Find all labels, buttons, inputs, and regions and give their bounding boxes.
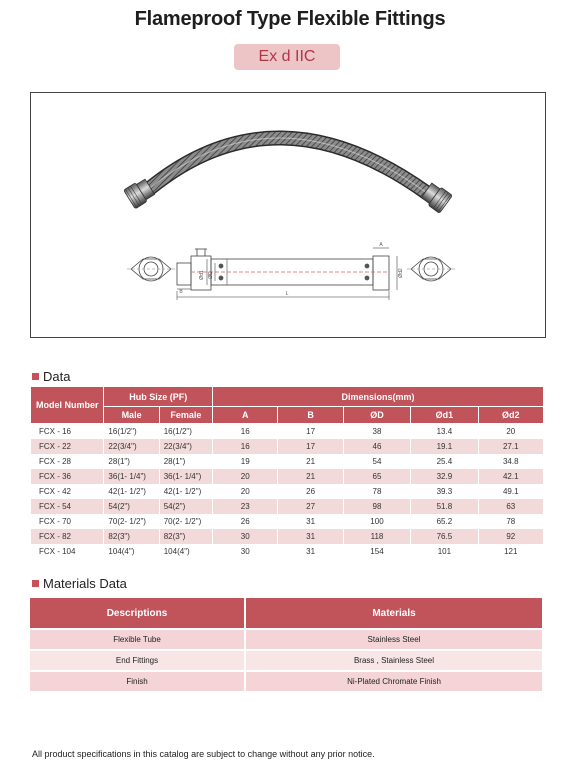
- product-figure: [30, 92, 546, 338]
- table-row: [30, 629, 543, 650]
- cell-od: 46: [343, 439, 410, 454]
- cell-od: 78: [343, 484, 410, 499]
- dim-label-a: A: [379, 242, 383, 248]
- col-descriptions: Descriptions: [30, 598, 245, 629]
- table-row: [31, 514, 544, 529]
- cell-od1: 32.9: [411, 469, 478, 484]
- col-od1: Ød1: [411, 407, 478, 424]
- bullet-square-icon: [32, 373, 39, 380]
- cell-female: 28(1"): [159, 454, 212, 469]
- col-female: Female: [159, 407, 212, 424]
- cell-b: 21: [278, 454, 343, 469]
- cell-a: 16: [213, 424, 278, 440]
- cell-female: 70(2- 1/2"): [159, 514, 212, 529]
- cell-female: 82(3"): [159, 529, 212, 544]
- cell-a: 16: [213, 439, 278, 454]
- cell-male: 42(1- 1/2"): [104, 484, 159, 499]
- cell-material: Ni-Plated Chromate Finish: [245, 671, 543, 691]
- cell-model: FCX - 104: [31, 544, 104, 559]
- hose-photo: [124, 138, 453, 213]
- cell-od2: 27.1: [478, 439, 543, 454]
- table-row: [31, 469, 544, 484]
- cell-od1: 19.1: [411, 439, 478, 454]
- cell-male: 104(4"): [104, 544, 159, 559]
- cell-male: 22(3/4"): [104, 439, 159, 454]
- cell-female: 54(2"): [159, 499, 212, 514]
- cell-male: 82(3"): [104, 529, 159, 544]
- data-section-heading: [32, 369, 70, 384]
- table-row: [31, 484, 544, 499]
- cell-female: 22(3/4"): [159, 439, 212, 454]
- dimension-drawing: [127, 248, 455, 300]
- cell-a: 23: [213, 499, 278, 514]
- cell-description: Flexible Tube: [30, 629, 245, 650]
- cell-female: 36(1- 1/4"): [159, 469, 212, 484]
- cell-description: End Fittings: [30, 650, 245, 671]
- cell-male: 28(1"): [104, 454, 159, 469]
- cell-od2: 92: [478, 529, 543, 544]
- cell-od: 38: [343, 424, 410, 440]
- col-od: ØD: [343, 407, 410, 424]
- table-row: [30, 671, 543, 691]
- col-a: A: [213, 407, 278, 424]
- cell-a: 30: [213, 529, 278, 544]
- protection-class-badge: Ex d IIC: [234, 44, 340, 70]
- materials-section-heading: [32, 576, 127, 591]
- cell-a: 20: [213, 469, 278, 484]
- cell-b: 17: [278, 439, 343, 454]
- cell-model: FCX - 22: [31, 439, 104, 454]
- cell-od: 54: [343, 454, 410, 469]
- cell-od1: 101: [411, 544, 478, 559]
- col-dimensions: Dimensions(mm): [213, 387, 544, 407]
- cell-od: 100: [343, 514, 410, 529]
- cell-model: FCX - 82: [31, 529, 104, 544]
- cell-b: 27: [278, 499, 343, 514]
- cell-od2: 121: [478, 544, 543, 559]
- cell-male: 16(1/2"): [104, 424, 159, 440]
- cell-male: 54(2"): [104, 499, 159, 514]
- cell-male: 36(1- 1/4"): [104, 469, 159, 484]
- cell-model: FCX - 54: [31, 499, 104, 514]
- table-row: [31, 454, 544, 469]
- footer-notice: All product specifications in this catalog are subject to change without any prior notice.: [32, 749, 375, 759]
- cell-od1: 51.8: [411, 499, 478, 514]
- cell-od2: 20: [478, 424, 543, 440]
- cell-od1: 13.4: [411, 424, 478, 440]
- cell-b: 26: [278, 484, 343, 499]
- cell-model: FCX - 28: [31, 454, 104, 469]
- data-table: [30, 386, 544, 559]
- cell-material: Brass , Stainless Steel: [245, 650, 543, 671]
- cell-b: 31: [278, 544, 343, 559]
- cell-a: 19: [213, 454, 278, 469]
- cell-b: 17: [278, 424, 343, 440]
- cell-a: 30: [213, 544, 278, 559]
- materials-table: [30, 598, 544, 691]
- cell-female: 104(4"): [159, 544, 212, 559]
- dim-label-b: B: [179, 289, 183, 295]
- dim-label-d1: Ød1: [199, 270, 205, 280]
- table-row: [31, 499, 544, 514]
- col-male: Male: [104, 407, 159, 424]
- table-row: [31, 439, 544, 454]
- col-od2: Ød2: [478, 407, 543, 424]
- dim-label-l: L: [285, 291, 289, 297]
- cell-od: 98: [343, 499, 410, 514]
- cell-od1: 39.3: [411, 484, 478, 499]
- table-row: [31, 529, 544, 544]
- cell-description: Finish: [30, 671, 245, 691]
- cell-model: FCX - 36: [31, 469, 104, 484]
- cell-female: 42(1- 1/2"): [159, 484, 212, 499]
- cell-od1: 76.5: [411, 529, 478, 544]
- cell-od2: 42.1: [478, 469, 543, 484]
- cell-b: 31: [278, 529, 343, 544]
- cell-od: 65: [343, 469, 410, 484]
- cell-od: 154: [343, 544, 410, 559]
- page-title: Flameproof Type Flexible Fittings: [134, 8, 446, 30]
- cell-b: 21: [278, 469, 343, 484]
- table-row: [31, 424, 544, 440]
- cell-model: FCX - 70: [31, 514, 104, 529]
- table-row: [30, 650, 543, 671]
- cell-model: FCX - 42: [31, 484, 104, 499]
- cell-od2: 49.1: [478, 484, 543, 499]
- col-materials: Materials: [245, 598, 543, 629]
- cell-material: Stainless Steel: [245, 629, 543, 650]
- cell-b: 31: [278, 514, 343, 529]
- materials-heading-label: Materials Data: [43, 576, 127, 591]
- cell-od1: 65.2: [411, 514, 478, 529]
- cell-male: 70(2- 1/2"): [104, 514, 159, 529]
- cell-od2: 63: [478, 499, 543, 514]
- col-b: B: [278, 407, 343, 424]
- cell-od1: 25.4: [411, 454, 478, 469]
- col-model-number: Model Number: [31, 387, 104, 424]
- col-hub-size: Hub Size (PF): [104, 387, 213, 407]
- dim-label-d2: Ød2: [398, 268, 404, 278]
- cell-model: FCX - 16: [31, 424, 104, 440]
- dim-label-d: ØD: [208, 271, 214, 279]
- flexible-fitting-drawing: [31, 93, 545, 337]
- cell-female: 16(1/2"): [159, 424, 212, 440]
- data-table-body: [31, 424, 544, 560]
- bullet-square-icon: [32, 580, 39, 587]
- cell-a: 20: [213, 484, 278, 499]
- table-row: [31, 544, 544, 559]
- cell-a: 26: [213, 514, 278, 529]
- cell-od2: 34.8: [478, 454, 543, 469]
- data-heading-label: Data: [43, 369, 71, 384]
- cell-od: 118: [343, 529, 410, 544]
- cell-od2: 78: [478, 514, 543, 529]
